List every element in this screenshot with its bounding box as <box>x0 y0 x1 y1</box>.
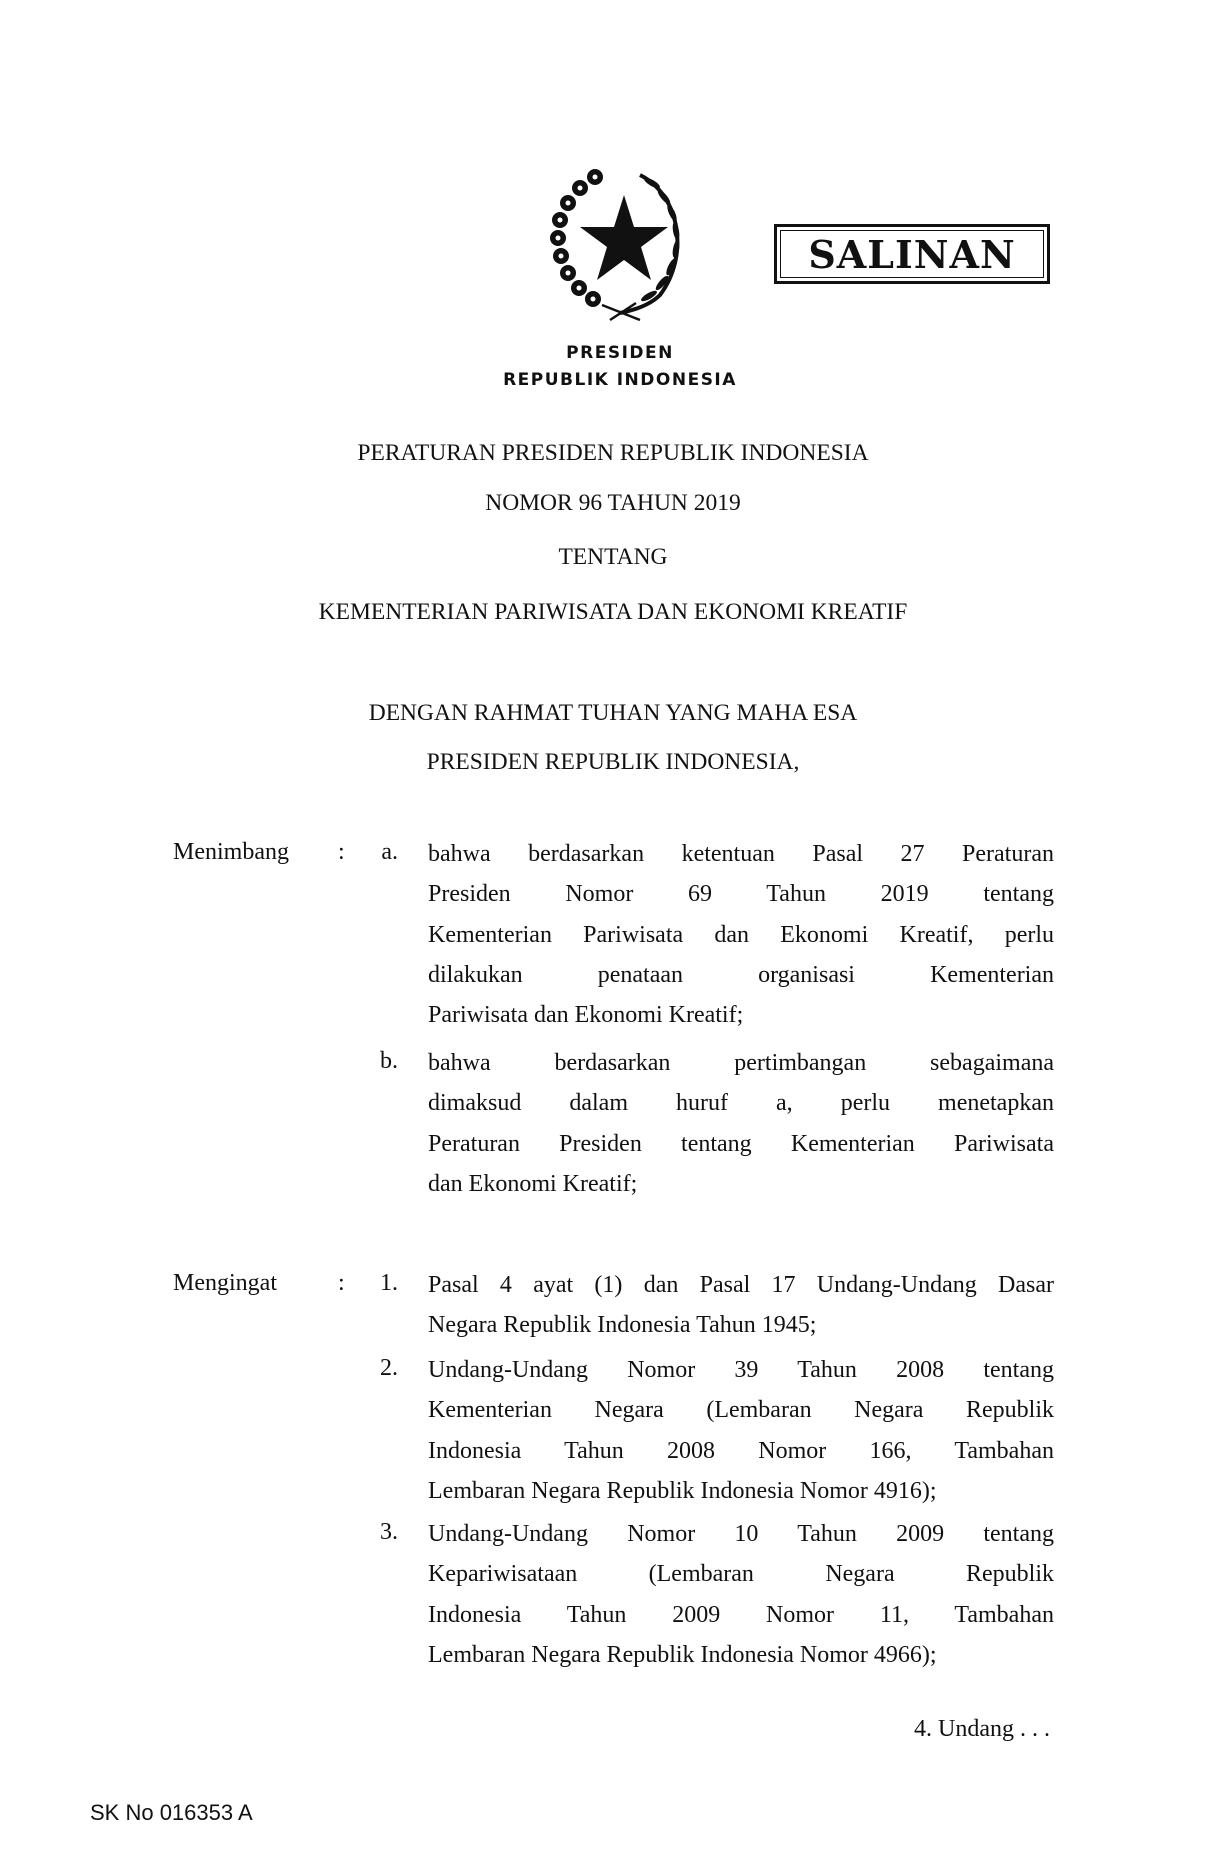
salinan-stamp: SALINAN <box>774 224 1050 284</box>
regulation-subject: KEMENTERIAN PARIWISATA DAN EKONOMI KREATIF <box>318 599 908 625</box>
letterhead-republik-indonesia: REPUBLIK INDONESIA <box>503 370 737 390</box>
regulation-tentang: TENTANG <box>558 544 668 570</box>
menimbang-item-marker: a. <box>381 839 398 865</box>
mengingat-item-line: Indonesia Tahun 2009 Nomor 11, Tambahan <box>428 1601 1054 1628</box>
mengingat-item-marker: 1. <box>380 1270 398 1296</box>
mengingat-label: Mengingat <box>173 1270 277 1296</box>
document-serial-number: SK No 016353 A <box>90 1800 253 1825</box>
preamble-presiden: PRESIDEN REPUBLIK INDONESIA, <box>426 749 800 775</box>
menimbang-label: Menimbang <box>173 839 289 865</box>
mengingat-item-line: Indonesia Tahun 2008 Nomor 166, Tambahan <box>428 1437 1054 1464</box>
mengingat-item-marker: 3. <box>380 1519 398 1545</box>
regulation-number: NOMOR 96 TAHUN 2019 <box>485 490 741 516</box>
mengingat-item-line: Kepariwisataan (Lembaran Negara Republik <box>428 1561 1054 1588</box>
mengingat-colon: : <box>338 1270 345 1296</box>
mengingat-item-line: Kementerian Negara (Lembaran Negara Republik <box>428 1397 1054 1424</box>
menimbang-item-line: bahwa berdasarkan pertimbangan sebagaimana <box>428 1050 1054 1076</box>
mengingat-item-line: Pasal 4 ayat (1) dan Pasal 17 Undang-Undang Dasar <box>428 1272 1054 1298</box>
preamble-rahmat: DENGAN RAHMAT TUHAN YANG MAHA ESA <box>368 700 858 726</box>
menimbang-item-line: dimaksud dalam huruf a, perlu menetapkan <box>428 1090 1054 1117</box>
menimbang-item-line: Pariwisata dan Ekonomi Kreatif; <box>428 1002 744 1029</box>
menimbang-item-line: dilakukan penataan organisasi Kementerian <box>428 961 1054 988</box>
menimbang-item-line: Presiden Nomor 69 Tahun 2019 tentang <box>428 881 1054 908</box>
page-continuation: 4. Undang . . . <box>914 1716 1050 1742</box>
regulation-title: PERATURAN PRESIDEN REPUBLIK INDONESIA <box>357 440 869 466</box>
menimbang-item-line: dan Ekonomi Kreatif; <box>428 1170 638 1197</box>
menimbang-item-line: bahwa berdasarkan ketentuan Pasal 27 Peraturan <box>428 841 1054 867</box>
mengingat-item-line: Undang-Undang Nomor 10 Tahun 2009 tentang <box>428 1521 1054 1547</box>
mengingat-item-line: Undang-Undang Nomor 39 Tahun 2008 tentang <box>428 1357 1054 1383</box>
mengingat-item-marker: 2. <box>380 1355 398 1381</box>
menimbang-colon: : <box>338 839 345 865</box>
menimbang-item-marker: b. <box>380 1048 398 1074</box>
presidential-emblem-icon <box>540 155 705 325</box>
menimbang-item-line: Peraturan Presiden tentang Kementerian Pariwisata <box>428 1130 1054 1157</box>
mengingat-item-line: Lembaran Negara Republik Indonesia Nomor 4966); <box>428 1641 937 1668</box>
letterhead-presiden: PRESIDEN <box>566 343 674 363</box>
mengingat-item-line: Lembaran Negara Republik Indonesia Nomor 4916); <box>428 1477 937 1504</box>
menimbang-item-line: Kementerian Pariwisata dan Ekonomi Kreatif, perlu <box>428 921 1054 948</box>
mengingat-item-line: Negara Republik Indonesia Tahun 1945; <box>428 1312 817 1339</box>
